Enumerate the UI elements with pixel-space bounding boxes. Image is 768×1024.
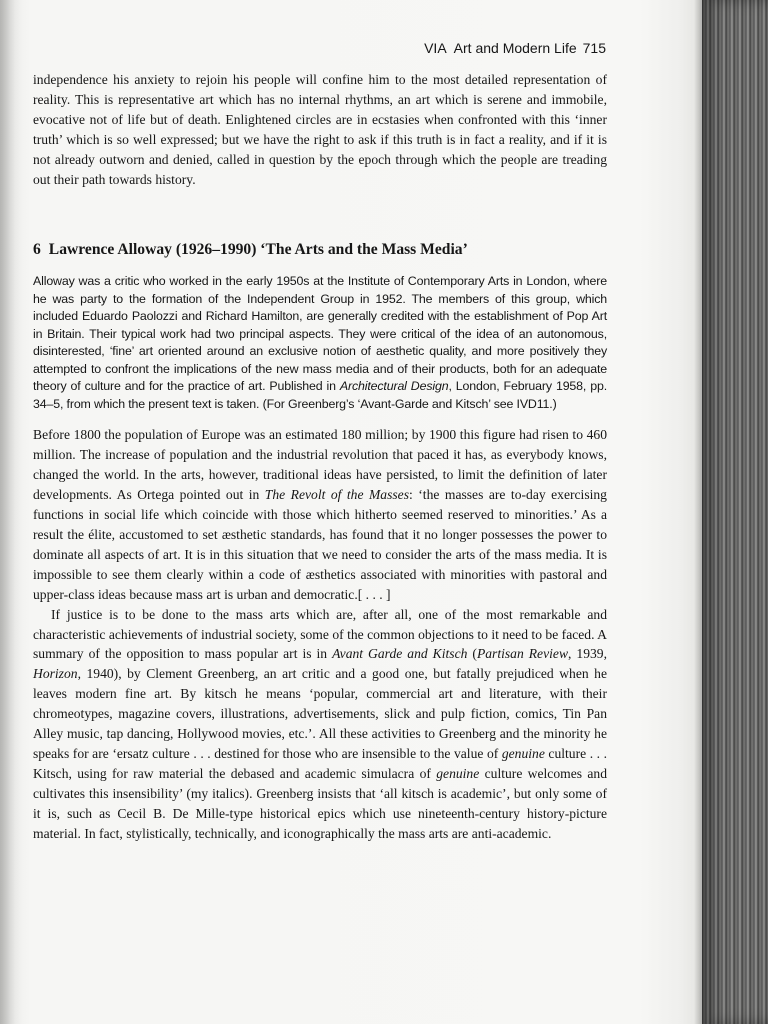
section-number: 6 [33,241,41,259]
intro-text-2: , London, February 1958, pp. 34–5, from which the present text is taken. (For Greenberg’s ‘Avant-Garde and Kitsch’ see IVD11.) [33,379,608,411]
p3-text-1: If justice is to be done to the mass arts which are, after all, one of the most remarkable and characteristic achievements of industrial society, some of the common objections to it need to be faced. A summary of the opposition to mass popular art is in [33,606,607,662]
p3-title-avant-garde: Avant Garde and Kitsch [332,646,468,662]
p2-text-2: : ‘the masses are to-day exercising functions in social life which coincide with those which hitherto seemed reserved to minorities.’ As a result the élite, accustomed to set æsthetic standards, has found that it no longer possesses the power to dominate all aspects of art. It is in this situation that we need to consider the arts of the mass media. It is impossible to see them clearly within a code of æsthetics associated with minorities with pastoral and upper-class ideas because mass art is urban and democratic.[ . . . ] [33,487,607,602]
p3-emphasis-genuine-2: genuine [436,765,480,781]
p3-title-horizon: Horizon [33,666,78,682]
intro-publication-title: Architectural Design [339,379,449,394]
header-title: Art and Modern Life [453,40,577,56]
binding-shadow [0,0,22,1024]
p2-text-1: Before 1800 the population of Europe was an estimated 180 million; by 1900 this figure had risen to 460 million. The increase of population and the industrial revolution that paced it has, as everybody knows, changed the world. In the arts, however, traditional ideas have persisted, to limit the definition of later developments. As Ortega pointed out in [33,427,607,503]
running-header [396,40,606,56]
section-heading [33,239,607,261]
p3-title-partisan-review: Partisan Review [476,646,569,662]
paragraph-mass-arts [33,605,607,844]
p3-text-3: , 1939, [568,646,607,662]
p3-text-2: ( [467,646,477,662]
p2-book-title: The Revolt of the Masses [264,487,410,503]
p3-emphasis-genuine-1: genuine [501,745,545,761]
p3-text-6: culture welcomes and cultivates this insensibility’ (my italics). Greenberg insists that ‘all kitsch is academic’, but only some of it is, such as Cecil B. De Mille-type historical epics which use nineteenth-century history-picture material. In fact, stylistically, technically, and iconographically the mass arts are anti-academic. [33,765,607,841]
paragraph-continuation: independence his anxiety to rejoin his people will confine him to the most detailed representation of reality. This is representative art which has no internal rhythms, an art which is serene and immobile, evocative not of life but of death. Enlightened circles are in ecstasies when confronted with this ‘inner truth’ which is so well expressed; but we have the right to ask if this truth is in fact a reality, and if it is not already outworn and denied, called in question by the epoch through which the people are treading out their path towards history. [33,72,607,187]
editorial-introduction [33,273,607,413]
intro-text-1: Alloway was a critic who worked in the early 1950s at the Institute of Contemporary Arts in London, where he was party to the formation of the Independent Group in 1952. The members of this group, which included Eduardo Paolozzi and Richard Hamilton, are generally credited with the establishment of Pop Art in Britain. Their typical work had two principal aspects. They were critical of the idea of an autonomous, disinterested, ‘fine’ art oriented around an exclusive notion of aesthetic quality, and more positively they attempted to confront the implications of the new mass media and of their products, both for an adequate theory of culture and for the practice of art. Published in [33,274,607,394]
p3-text-4: , 1940), by Clement Greenberg, an art critic and a good one, but fatally prejudiced when he leaves modern fine art. By kitsch he means ‘popular, commercial art and literature, with their chromeotypes, magazine covers, illustrations, advertisements, slick and pulp fiction, comics, Tin Pan Alley music, tap dancing, Hollywood movies, etc.’. All these activities to Greenberg and the minority he speaks for are ‘ersatz culture . . . destined for those who are insensible to the value of [33,666,607,761]
paragraph-population [33,425,607,604]
book-page-edges [702,0,768,1024]
section-title: Lawrence Alloway (1926–1990) ‘The Arts and the Mass Media’ [48,241,468,259]
header-section: VIA [424,40,447,56]
page-body [33,70,607,843]
page-number: 715 [582,40,606,56]
p3-text-5: culture . . . Kitsch, using for raw material the debased and academic simulacra of [33,745,607,781]
